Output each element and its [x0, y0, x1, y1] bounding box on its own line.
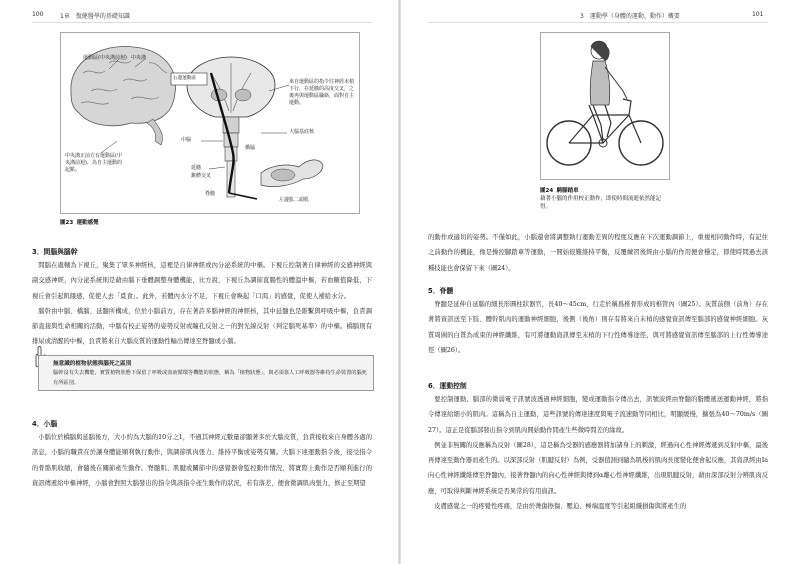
section-5-heading: 5．脊髓 — [428, 287, 454, 295]
arm-icon — [261, 160, 323, 187]
label-biceps: 左邊肱二頭肌 — [279, 197, 310, 203]
figure-24-caption — [540, 186, 579, 194]
figure-23-caption — [60, 218, 99, 226]
section-3-paragraph-1: 間腦在處輔為下視丘，聚集了眾多神經核，這裡是自律神經或內分泌系統的中樞。下視丘控制著自律神經的交感神經與副交感神經，內分泌系統則是藉由腦下垂體調整身體機能，比方說，下視丘為調節直腸性的體溫中樞，若血糖值降低，下視丘會引起飢餓感，促使人去「覓食」。此外，若體內水分不足，下視丘會喚起「口渴」的感覺，促使人補給水分。 — [32, 262, 372, 300]
section-6-body — [428, 392, 768, 514]
figure-24 — [540, 32, 670, 180]
section-6-paragraph-3: 皮膚感覺之一的疼覺性疼痛，是由於燙傷擦傷、壓迫、極端溫度等引起組織損傷與將產生的 — [434, 503, 687, 511]
section-6-paragraph-1: 要控制運動，腦部的微弱電子訊號波透過神經細胞，變成運動指令傳出去，訊號波經由脊髓的脂體遞送運動神經，將指令傳達給細小的肌肉。這稱為自主運動，這些訊號的傳達速度與電子流速動等同相比，明顯緩慢，擴張為40～70m/s（圖27）。這正是從腦部發出指令到肌肉開始動作間產生些微時間差的緣故。 — [428, 396, 768, 434]
section-4-paragraph: 小腦位於橋腦與延腦後方，大小約為大腦的10分之1，不過其神經元數量卻顯著多於大腦皮質，負責接收來自身體各處的訊息，小腦的職責在於讓身體能順利執行動作，與調節肌肉張力、維持平衡或姿勢有關。大腦下達運動指令後，接受指令的骨骼肌收縮，會隨後在關節產生動作。脊髓肌、肌腱或關節中的感覺器會監控動作情況，將實際上動作是否順利進行的資訊傳遞給中樞神經，小腦會對照大腦發出的指令與該指令產生動作的狀況，若有落差，便會微調肌肉張力，修正至期望 — [32, 434, 372, 487]
figure-23-title: 運動感覺 — [76, 220, 99, 226]
right-page — [400, 0, 799, 564]
girl-rider-icon — [590, 41, 627, 141]
section-4-body — [32, 430, 372, 491]
label-motor-note: 中央溝正前方有運動區(中央溝前迴)，為自主運動的起點。 — [65, 153, 122, 173]
label-decussation: 錐體交叉 — [191, 173, 212, 179]
continued-paragraph: 的動作或適切的姿勢。不僅如此，小腦還會將調整執行運動差異的程度反應在下次運動調節上，重複相同動作時，有記住之前動作的機能，像是操控腳踏車等運動，一開始很難維持平衡，反覆練習後經由小腦的作用便會穩定，即使時間過去該種技能也會保留下來（圖24）。 — [428, 234, 768, 272]
section-3-heading: 3．間腦與腦幹 — [32, 248, 78, 256]
header-rule-right — [428, 22, 768, 23]
figure-23 — [60, 32, 360, 214]
bicycle-illustration — [541, 33, 669, 179]
chapter-header-right: 3 運動學（身體的運動、動作）概要 — [580, 13, 680, 20]
label-central-sulcus: 中央溝 — [131, 55, 147, 61]
figure-24-description: 藉著小腦的作用校正動作，即使時間流逝依然能記得。 — [540, 196, 662, 210]
left-page — [0, 0, 399, 564]
figure-24-title: 騎腳踏車 — [556, 188, 579, 194]
label-medulla: 延髓 — [191, 165, 202, 171]
chapter-header: 1章 復健醫學的基礎知識 — [60, 13, 130, 20]
continued-body — [428, 230, 768, 276]
header-rule — [32, 22, 372, 23]
label-pyramidal-tract: 右邊運動區 — [173, 76, 196, 81]
section-5-paragraph: 脊髓是延伸自延腦的細長形圓柱狀器官，長40～45cm，行走於稱爲椎骨形成的椎管內（圖25）。灰質前側（前角）存在著將資訊送至下肢、體幹肌肉的運動神經細胞，後側（後角）則存有將來自末梢的感覺資訊傳至腦部的感覺神經細胞。灰質周圍的白質為成束的神經纖維，有可將運動資訊傳至末梢的下行性傳導途徑，與可將感覺資訊傳至腦部的上行性傳導途徑（圖26）。 — [428, 301, 768, 354]
section-3-paragraph-2: 腦幹由中腦、橋腦、延髓所構成，位於小腦前方，存在著許多腦神經的神經核，其中延髓也是維繫與呼吸中樞，負責調節直接與性命相關的活動，中腦有校正姿勢的姿勢反射或瞳孔反射之一的對光線反射（判定腦死基準）的中樞。橋腦則有排尿或清醒的中樞，負責將來自大腦皮質的運動性輸出傳達至脊髓或小腦。 — [32, 307, 372, 346]
label-spinal-cord: 脊髓 — [205, 191, 216, 197]
section-6-paragraph-2: 例並非無關的反應稱為反射（圖28），這是稱為受器的感應器將加諸身上的刺激，經過向心性神經傳遞到反射中樞，最後再傳達至動作器而產生的。以深部反射（肌腱反射）為例，受器值測到隨為肌梭的肌肉長度變化便會起反應，其資訊經由Ia向心性神經纖維傳至脊髓內，接著脊髓內的向心性神經與傳到α離心性神經纖維，出現肌腱反射，藉由深部反射分辨肌肉反應，可取得判斷神經系統是否異常的有用資訊。 — [428, 441, 768, 495]
label-pons: 橋腦 — [245, 145, 256, 151]
page-number: 100 — [32, 11, 44, 18]
page-number-right: 101 — [752, 11, 764, 18]
section-4-heading: 4．小腦 — [32, 420, 58, 428]
bicycle-icon — [547, 99, 663, 165]
section-3-body — [32, 258, 372, 350]
label-cerebral-note: 來自運動區的指令往神經末梢下行，在延髓的高度交叉，之後再與運動區職絡，面對自主運動。 — [289, 79, 355, 106]
section-5-body — [428, 297, 768, 358]
figure-24-number: 圖24 — [540, 188, 554, 194]
note-text: 腦幹沒有失去機能，實質植物狀態下保留了呼吸或血液循環等機能的狀態，稱為「植物狀態」，與必須靠人工呼吸器等維持生命裝置的腦死有所區別。 — [53, 370, 367, 386]
section-6-heading: 6．運動控制 — [428, 382, 467, 390]
label-basal-ganglia: 大腦基底核 — [289, 129, 315, 135]
note-box — [38, 355, 374, 391]
label-motor-cortex: 運動區(中央溝前迴) — [83, 55, 127, 61]
figure-23-number: 圖23 — [60, 220, 74, 226]
note-title: 無意識的植物狀態與腦死之區別 — [53, 361, 132, 367]
label-midbrain: 中腦 — [181, 137, 192, 143]
